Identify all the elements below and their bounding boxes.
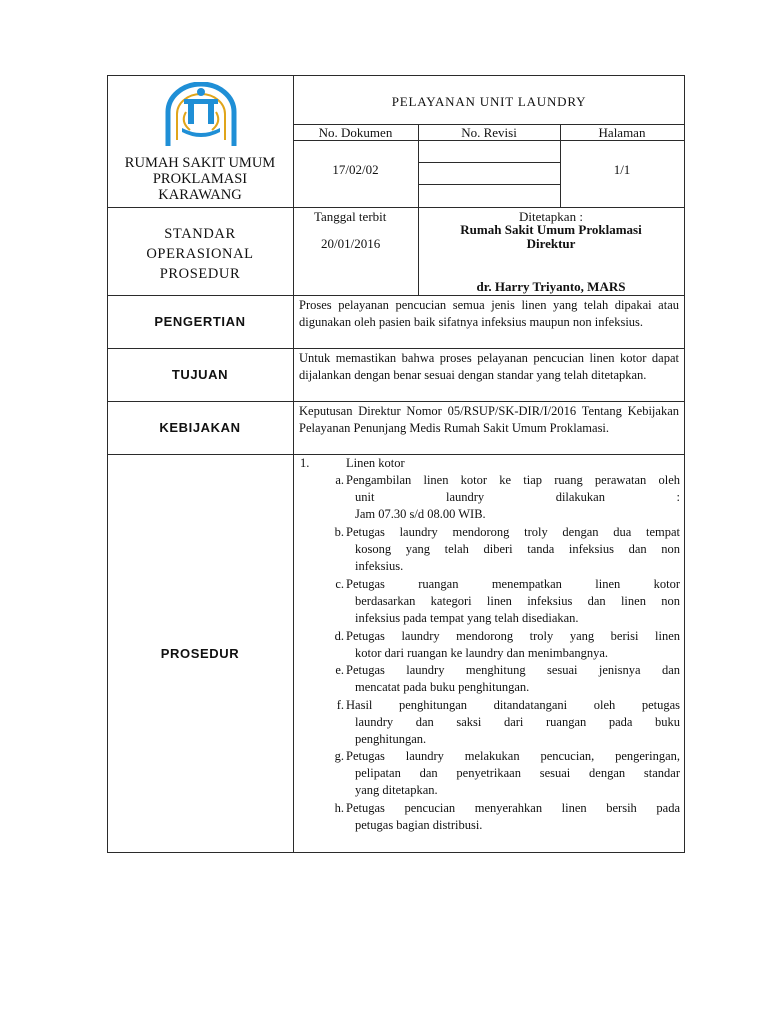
procedure-item-line: kosong yang telah diberi tanda infeksius dan non	[355, 542, 680, 557]
procedure-item-line: Petugas laundry melakukan pencucian, pengeringan,	[346, 749, 680, 763]
procedure-item	[328, 800, 680, 834]
procedure-item-letter: h.	[334, 801, 344, 815]
sop-label-line: OPERASIONAL	[146, 246, 254, 262]
procedure-item-line: mencatat pada buku penghitungan.	[355, 680, 530, 695]
procedure-item-line: Hasil penghitungan ditandatangani oleh petugas	[346, 698, 680, 712]
procedure-item-line: petugas bagian distribusi.	[355, 818, 483, 833]
col-halaman: Halaman	[598, 125, 646, 140]
procedure-item-line: unit laundry dilakukan :	[355, 490, 680, 505]
procedure-item-line: yang ditetapkan.	[355, 783, 438, 798]
column-divider	[293, 75, 294, 853]
hospital-name-line: PROKLAMASI	[152, 171, 248, 187]
kebijakan-text: Keputusan Direktur Nomor 05/RSUP/SK-DIR/I/2016 Tentang Kebijakan Pelayanan Penunjang Medis Rumah Sakit Umum Proklamasi.	[299, 404, 679, 435]
procedure-item-line: Pengambilan linen kotor ke tiap ruang perawatan oleh	[346, 473, 680, 487]
organization-name: Rumah Sakit Umum Proklamasi	[460, 222, 642, 237]
col-no-dokumen: No. Dokumen	[318, 125, 393, 140]
procedure-item-letter: c.	[335, 577, 344, 591]
procedure-item-letter: a.	[335, 473, 344, 487]
document-title: PELAYANAN UNIT LAUNDRY	[391, 94, 587, 109]
sop-label-line: PROSEDUR	[159, 266, 241, 282]
procedure-item-line: penghitungan.	[355, 732, 427, 747]
procedure-item-line: infeksius pada tempat yang telah disediakan.	[355, 611, 579, 626]
procedure-item-line: Jam 07.30 s/d 08.00 WIB.	[355, 507, 486, 522]
row-divider	[107, 207, 685, 208]
procedure-item-line: kotor dari ruangan ke laundry dan menimbangnya.	[355, 646, 609, 661]
procedure-item-line: Petugas laundry menghitung sesuai jenisnya dan	[346, 663, 680, 677]
row-divider	[418, 184, 560, 185]
section-label-prosedur: PROSEDUR	[160, 646, 240, 661]
procedure-item-line: Petugas laundry mendorong troly dengan dua tempat	[346, 525, 680, 539]
sop-label-line: STANDAR	[164, 226, 236, 242]
row-divider	[107, 295, 685, 296]
table-top-border	[107, 75, 685, 76]
director-title: Direktur	[526, 236, 576, 251]
procedure-item	[328, 628, 680, 662]
sop-label	[107, 224, 293, 284]
row-divider	[418, 162, 560, 163]
no-dokumen-value: 17/02/02	[332, 162, 379, 177]
pengertian-text: Proses pelayanan pencucian semua jenis linen yang telah dipakai atau digunakan oleh pasien baik sifatnya infeksius maupun non infeksius.	[299, 298, 679, 329]
procedure-item-letter: f.	[336, 698, 344, 712]
procedure-item	[328, 697, 680, 749]
procedure-section-title: Linen kotor	[346, 456, 405, 470]
procedure-item-line: Petugas pencucian menyerahkan linen bersih pada	[346, 801, 680, 815]
section-label-pengertian: PENGERTIAN	[154, 314, 246, 329]
ditetapkan-label: Ditetapkan :	[519, 209, 583, 224]
table-right-border	[684, 75, 685, 853]
row-divider	[107, 401, 685, 402]
table-bottom-border	[107, 852, 685, 853]
section-label-tujuan: TUJUAN	[171, 367, 229, 382]
procedure-item-letter: g.	[334, 749, 344, 763]
hospital-name-line: KARAWANG	[158, 187, 242, 203]
tujuan-text: Untuk memastikan bahwa proses pelayanan pencucian linen kotor dapat dijalankan dengan benar sesuai dengan standar yang telah ditetapkan.	[299, 351, 679, 382]
procedure-item-letter: e.	[335, 663, 344, 677]
procedure-item-line: laundry dan saksi dari ruangan pada buku	[355, 715, 680, 730]
procedure-item	[328, 662, 680, 696]
procedure-item-line: infeksius.	[355, 559, 404, 574]
procedure-item-letter: b.	[334, 525, 344, 539]
procedure-item	[328, 576, 680, 628]
tanggal-terbit-value: 20/01/2016	[321, 236, 381, 251]
procedure-item-line: Petugas ruangan menempatkan linen kotor	[346, 577, 680, 591]
hospital-name-line: RUMAH SAKIT UMUM	[124, 155, 276, 171]
procedure-section-number: 1.	[300, 456, 310, 470]
tanggal-terbit-label: Tanggal terbit	[314, 209, 387, 224]
procedure-item-line: berdasarkan kategori linen infeksius dan linen non	[355, 594, 680, 609]
section-label-kebijakan: KEBIJAKAN	[159, 420, 241, 435]
director-signature-name: dr. Harry Triyanto, MARS	[476, 279, 626, 294]
procedure-item	[328, 524, 680, 576]
hospital-name	[107, 155, 293, 203]
halaman-value: 1/1	[613, 162, 631, 177]
row-divider	[107, 348, 685, 349]
col-no-revisi: No. Revisi	[461, 125, 517, 140]
procedure-item-letter: d.	[334, 629, 344, 643]
procedure-item-line: Petugas laundry mendorong troly yang berisi linen	[346, 629, 680, 643]
procedure-item	[328, 472, 680, 524]
procedure-item	[328, 748, 680, 800]
procedure-item-line: pelipatan dan penyetrikaan sesuai dengan standar	[355, 766, 680, 781]
hospital-logo	[160, 82, 242, 148]
